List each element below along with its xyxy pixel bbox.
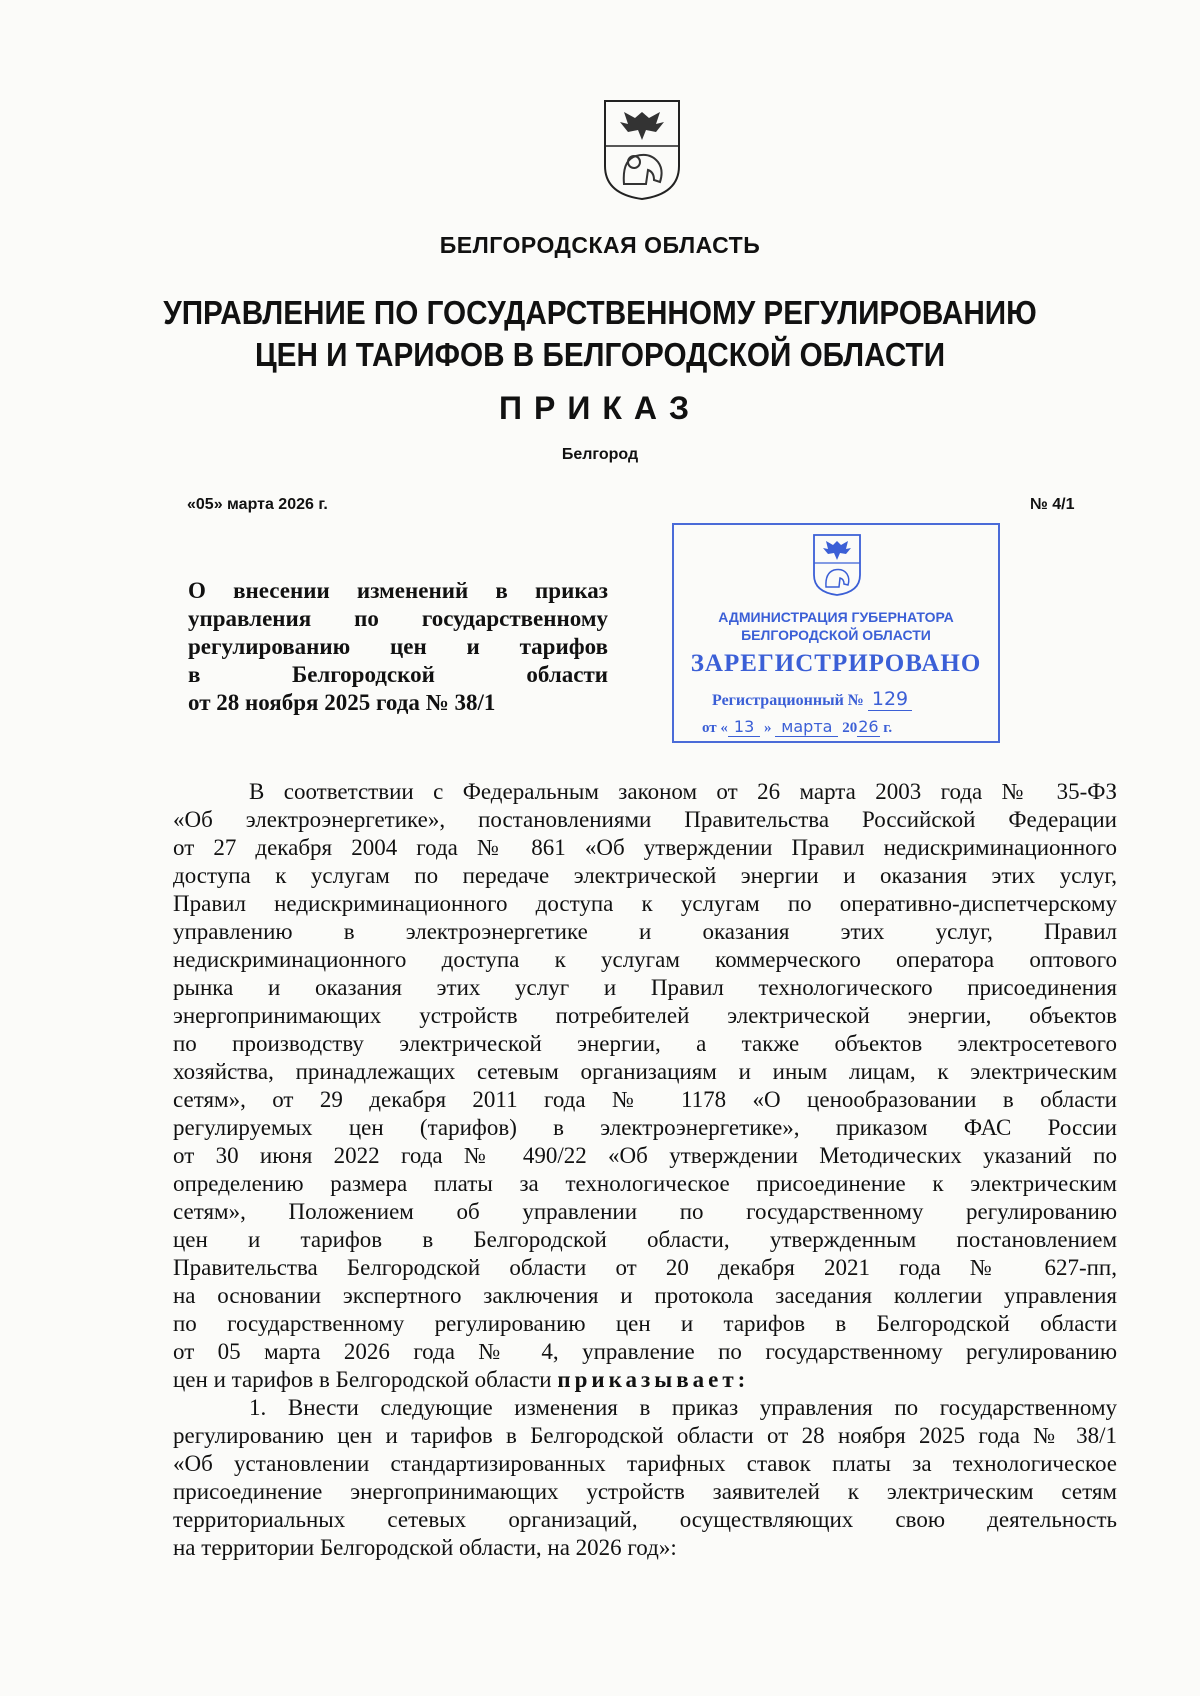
item-line: на территории Белгородской области, на 2026 год»: xyxy=(173,1535,677,1560)
body-line-orders xyxy=(173,1366,1117,1394)
body-line: доступа к услугам по передаче электрической энергии и оказания этих услуг, xyxy=(173,863,1117,888)
orders-word: приказывает: xyxy=(557,1367,750,1392)
stamp-registration-number xyxy=(712,688,912,710)
subject-line: от 28 ноября 2025 года № 38/1 xyxy=(188,690,496,715)
body-line: управлению в электроэнергетике и оказания этих услуг, Правил xyxy=(173,919,1117,944)
body-line: недискриминационного доступа к услугам коммерческого оператора оптового xyxy=(173,947,1117,972)
stamp-authority-line: АДМИНИСТРАЦИЯ ГУБЕРНАТОРА xyxy=(718,609,954,625)
subject-block xyxy=(188,577,608,717)
body-line: В соответствии с Федеральным законом от 26 марта 2003 года № 35-ФЗ xyxy=(249,779,1117,804)
document-number: № 4/1 xyxy=(1030,496,1075,513)
registration-stamp xyxy=(672,523,1000,743)
body-line: «Об электроэнергетике», постановлениями Правительства Российской Федерации xyxy=(173,807,1117,832)
stamp-reg-year: 26 xyxy=(858,717,879,736)
stamp-year-prefix: 20 xyxy=(842,720,858,736)
body-line: цен и тарифов в Белгородской области, утвержденным постановлением xyxy=(173,1227,1117,1252)
region-title: БЕЛГОРОДСКАЯ ОБЛАСТЬ xyxy=(439,232,761,258)
document-body xyxy=(173,778,1117,1562)
stamp-year-suffix: г. xyxy=(883,720,893,736)
body-line: Правительства Белгородской области от 20 декабря 2021 года № 627-пп, xyxy=(173,1255,1117,1280)
stamp-reg-number: 129 xyxy=(868,688,912,711)
item-line: регулированию цен и тарифов в Белгородской области от 28 ноября 2025 года № 38/1 xyxy=(173,1423,1117,1448)
body-line: регулируемых цен (тарифов) в электроэнергетике», приказом ФАС России xyxy=(173,1115,1117,1140)
stamp-coat-of-arms-icon xyxy=(812,533,862,597)
body-line-text: цен и тарифов в Белгородской области xyxy=(173,1367,552,1392)
body-line: Правил недискриминационного доступа к услугам по оперативно-диспетчерскому xyxy=(173,891,1117,916)
body-line: по производству электрической энергии, а также объектов электросетевого xyxy=(173,1031,1117,1056)
body-line: на основании экспертного заключения и протокола заседания коллегии управления xyxy=(173,1283,1117,1308)
item-line: «Об установлении стандартизированных тарифных ставок платы за технологическое xyxy=(173,1451,1117,1476)
body-line: по государственному регулированию цен и тарифов в Белгородской области xyxy=(173,1311,1117,1336)
stamp-registration-date xyxy=(702,717,892,737)
coat-of-arms-icon xyxy=(602,98,682,202)
subject-line: в Белгородской области xyxy=(188,662,608,687)
body-line: рынка и оказания этих услуг и Правил технологического присоединения xyxy=(173,975,1117,1000)
stamp-reg-label: Регистрационный № xyxy=(712,692,864,709)
subject-line: регулированию цен и тарифов xyxy=(188,634,608,659)
stamp-quote-close: » xyxy=(764,720,772,736)
body-line: сетям», от 29 декабря 2011 года № 1178 «О ценообразовании в области xyxy=(173,1087,1117,1112)
stamp-reg-day: 13 xyxy=(728,717,760,737)
stamp-from-label: от « xyxy=(702,720,728,736)
authority-line: ЦЕН И ТАРИФОВ В БЕЛГОРОДСКОЙ ОБЛАСТИ xyxy=(254,336,946,373)
stamp-registered: ЗАРЕГИСТРИРОВАНО xyxy=(690,650,982,677)
document-date: «05» марта 2026 г. xyxy=(187,496,328,513)
body-line: хозяйства, принадлежащих сетевым организациям и иным лицам, к электрическим xyxy=(173,1059,1117,1084)
body-line: от 30 июня 2022 года № 490/22 «Об утверждении Методических указаний по xyxy=(173,1143,1117,1168)
stamp-authority-line: БЕЛГОРОДСКОЙ ОБЛАСТИ xyxy=(741,627,931,643)
subject-line: О внесении изменений в приказ xyxy=(188,578,608,603)
item-line: присоединение энергопринимающих устройств заявителей к электрическим сетям xyxy=(173,1479,1117,1504)
body-line: определению размера платы за технологическое присоединение к электрическим xyxy=(173,1171,1117,1196)
document-type: ПРИКАЗ xyxy=(498,390,702,426)
item-line: 1. Внести следующие изменения в приказ управления по государственному xyxy=(249,1395,1117,1420)
body-line: от 27 декабря 2004 года № 861 «Об утверждении Правил недискриминационного xyxy=(173,835,1117,860)
authority-name xyxy=(60,292,1140,376)
body-line: от 05 марта 2026 года № 4, управление по государственному регулированию xyxy=(173,1339,1117,1364)
body-line: энергопринимающих устройств потребителей электрической энергии, объектов xyxy=(173,1003,1117,1028)
stamp-reg-month: марта xyxy=(775,717,838,737)
subject-line: управления по государственному xyxy=(188,606,608,631)
item-line: территориальных сетевых организаций, осуществляющих свою деятельность xyxy=(173,1507,1117,1532)
body-line: сетям», Положением об управлении по государственному регулированию xyxy=(173,1199,1117,1224)
city: Белгород xyxy=(561,446,639,463)
authority-line: УПРАВЛЕНИЕ ПО ГОСУДАРСТВЕННОМУ РЕГУЛИРОВАНИЮ xyxy=(163,294,1037,331)
